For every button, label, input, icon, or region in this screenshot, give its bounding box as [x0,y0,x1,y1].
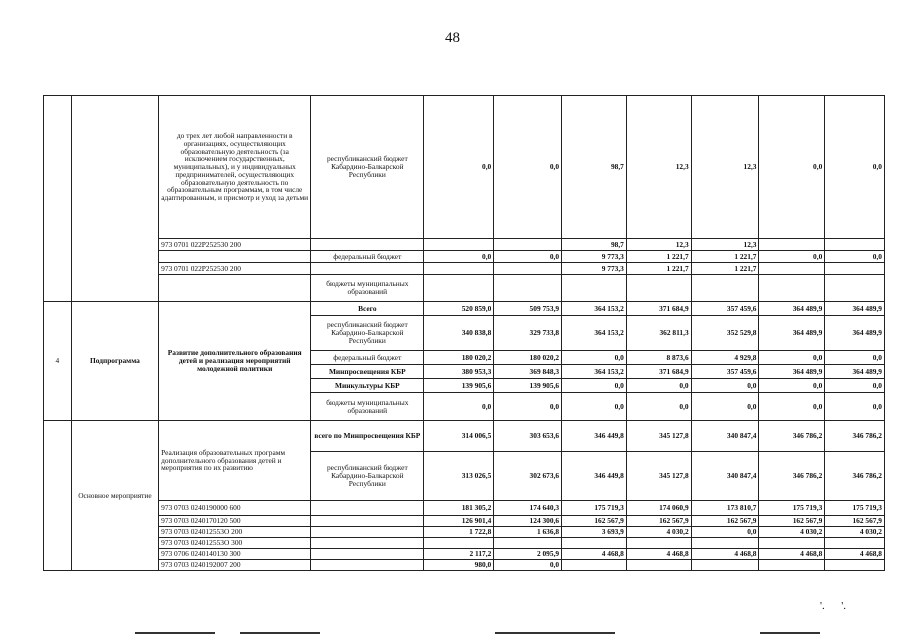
value-cell: 364 489,9 [825,365,885,379]
value-cell [562,538,627,549]
value-cell: 345 127,8 [626,452,691,501]
code-cell: 973 0706 0240140130 300 [159,549,311,560]
value-cell: 98,7 [562,96,627,239]
source-cell: всего по Минпросвещения КБР [311,421,424,452]
source-cell [311,263,424,275]
table-row [44,263,885,275]
page-number: 48 [445,30,460,46]
value-cell: 0,0 [759,393,825,421]
value-cell [825,560,885,571]
value-cell: 364 153,2 [562,302,627,316]
source-cell: республиканский бюджет Кабардино-Балкарской Республики [311,316,424,351]
value-cell: 0,0 [424,393,494,421]
value-cell: 340 847,4 [691,452,759,501]
code-cell: 973 0701 022P252530 200 [159,263,311,275]
value-cell: 9 773,3 [562,251,627,263]
value-cell: 0,0 [562,351,627,365]
value-cell: 1 221,7 [626,251,691,263]
value-cell: 4 468,8 [626,549,691,560]
value-cell [759,275,825,302]
value-cell [691,538,759,549]
source-cell: федеральный бюджет [311,251,424,263]
value-cell: 0,0 [825,379,885,393]
activity-cell [159,251,311,263]
source-cell [311,501,424,516]
value-cell: 0,0 [759,251,825,263]
value-cell: 345 127,8 [626,421,691,452]
value-cell [424,239,494,251]
source-cell [311,516,424,527]
value-cell [424,538,494,549]
value-cell: 346 449,8 [562,452,627,501]
budget-table [43,95,885,571]
value-cell [759,263,825,275]
value-cell: 1 722,8 [424,527,494,538]
value-cell: 340 838,8 [424,316,494,351]
table-row [44,560,885,571]
value-cell: 0,0 [691,527,759,538]
value-cell: 380 953,3 [424,365,494,379]
value-cell: 4 030,2 [759,527,825,538]
value-cell: 0,0 [494,251,562,263]
value-cell: 174 060,9 [626,501,691,516]
subprogram-number: 4 [44,302,72,421]
footer-mark: '. '. [820,600,846,612]
value-cell: 181 305,2 [424,501,494,516]
value-cell: 0,0 [825,393,885,421]
value-cell: 175 719,3 [759,501,825,516]
value-cell: 302 673,6 [494,452,562,501]
value-cell: 0,0 [562,393,627,421]
value-cell: 9 773,3 [562,263,627,275]
value-cell [494,239,562,251]
code-cell: 973 0703 0240192007 200 [159,560,311,571]
value-cell: 0,0 [424,251,494,263]
table-row [44,275,885,302]
footer-line [760,632,820,634]
value-cell [759,538,825,549]
footer-line [135,632,215,634]
value-cell: 364 489,9 [759,302,825,316]
value-cell: 4 468,8 [825,549,885,560]
value-cell: 0,0 [626,379,691,393]
value-cell: 0,0 [825,96,885,239]
value-cell [562,560,627,571]
value-cell: 4 030,2 [626,527,691,538]
value-cell: 1 221,7 [691,263,759,275]
value-cell [626,538,691,549]
value-cell: 174 640,3 [494,501,562,516]
source-cell: Всего [311,302,424,316]
source-cell [311,239,424,251]
value-cell: 357 459,6 [691,365,759,379]
value-cell: 175 719,3 [562,501,627,516]
footer-line [240,632,320,634]
value-cell: 346 786,2 [759,421,825,452]
value-cell [626,560,691,571]
value-cell [494,538,562,549]
value-cell: 346 449,8 [562,421,627,452]
value-cell: 173 810,7 [691,501,759,516]
value-cell: 364 153,2 [562,365,627,379]
value-cell: 4 468,8 [691,549,759,560]
value-cell: 4 468,8 [562,549,627,560]
source-cell [311,538,424,549]
code-cell: 973 0703 0240170120 500 [159,516,311,527]
activity-cell [159,275,311,302]
source-cell: федеральный бюджет [311,351,424,365]
value-cell: 12,3 [626,96,691,239]
value-cell: 2 095,9 [494,549,562,560]
value-cell: 0,0 [424,96,494,239]
value-cell: 0,0 [494,96,562,239]
value-cell: 1 221,7 [691,251,759,263]
value-cell: 0,0 [759,351,825,365]
value-cell: 0,0 [759,379,825,393]
value-cell: 0,0 [759,96,825,239]
value-cell [759,560,825,571]
value-cell: 12,3 [691,239,759,251]
main-activity-type: Основное мероприятие [71,421,158,571]
value-cell: 362 811,3 [626,316,691,351]
value-cell: 1 221,7 [626,263,691,275]
value-cell: 346 786,2 [825,452,885,501]
value-cell: 124 300,6 [494,516,562,527]
value-cell [626,275,691,302]
value-cell: 4 468,8 [759,549,825,560]
value-cell: 357 459,6 [691,302,759,316]
value-cell: 1 636,8 [494,527,562,538]
table-row [44,538,885,549]
value-cell: 303 653,6 [494,421,562,452]
value-cell [691,560,759,571]
subprogram-name: Развитие дополнительного образования детей и реализация мероприятий молодежной политики [159,302,311,421]
value-cell: 0,0 [494,560,562,571]
value-cell [825,275,885,302]
value-cell [424,275,494,302]
value-cell: 162 567,9 [562,516,627,527]
value-cell: 329 733,8 [494,316,562,351]
value-cell: 3 693,9 [562,527,627,538]
value-cell: 0,0 [494,393,562,421]
source-cell: республиканский бюджет Кабардино-Балкарской Республики [311,96,424,239]
subprogram-type: Подпрограмма [71,302,158,421]
source-cell [311,560,424,571]
value-cell [825,538,885,549]
value-cell: 162 567,9 [825,516,885,527]
value-cell [825,263,885,275]
table-row [44,302,885,316]
value-cell: 4 030,2 [825,527,885,538]
value-cell: 139 905,6 [494,379,562,393]
code-cell: 973 0703 0240190000 600 [159,501,311,516]
value-cell [424,263,494,275]
value-cell: 364 489,9 [759,365,825,379]
value-cell: 2 117,2 [424,549,494,560]
value-cell: 0,0 [562,379,627,393]
value-cell: 98,7 [562,239,627,251]
value-cell: 0,0 [825,251,885,263]
value-cell: 371 684,9 [626,302,691,316]
value-cell: 162 567,9 [626,516,691,527]
num-cell [44,96,72,302]
source-cell: бюджеты муниципальных образований [311,275,424,302]
source-cell [311,527,424,538]
code-cell: 973 0703 024012553О 300 [159,538,311,549]
table-row [44,527,885,538]
value-cell: 139 905,6 [424,379,494,393]
value-cell: 364 153,2 [562,316,627,351]
value-cell: 0,0 [825,351,885,365]
table-row [44,516,885,527]
value-cell: 364 489,9 [759,316,825,351]
footer-line [495,632,615,634]
value-cell: 162 567,9 [759,516,825,527]
value-cell: 175 719,3 [825,501,885,516]
value-cell: 8 873,6 [626,351,691,365]
table-row [44,549,885,560]
table-row [44,501,885,516]
value-cell: 520 859,0 [424,302,494,316]
value-cell: 346 786,2 [825,421,885,452]
activity-name: до трех лет любой направленности в организациях, осуществляющих образовательную деятельность (за исключением государственных, муниципальных), и у индивидуальных предпринимателей, осуществляющих образовательную деятельность по образовательным программам, в том числе адаптированным, и присмотр и уход за детьми [159,96,311,239]
type-cell [71,96,158,302]
source-cell: республиканский бюджет Кабардино-Балкарской Республики [311,452,424,501]
value-cell: 364 489,9 [825,316,885,351]
value-cell: 0,0 [691,393,759,421]
source-cell: бюджеты муниципальных образований [311,393,424,421]
value-cell: 369 848,3 [494,365,562,379]
value-cell [494,275,562,302]
value-cell [759,239,825,251]
source-cell: Минкультуры КБР [311,379,424,393]
value-cell: 0,0 [626,393,691,421]
table-row [44,421,885,452]
value-cell: 180 020,2 [424,351,494,365]
value-cell: 371 684,9 [626,365,691,379]
value-cell: 126 901,4 [424,516,494,527]
value-cell: 980,0 [424,560,494,571]
value-cell: 12,3 [626,239,691,251]
value-cell: 314 006,5 [424,421,494,452]
value-cell [825,239,885,251]
source-cell: Минпросвещения КБР [311,365,424,379]
code-cell: 973 0701 022P252530 200 [159,239,311,251]
value-cell: 162 567,9 [691,516,759,527]
value-cell: 0,0 [691,379,759,393]
value-cell [494,263,562,275]
table-row [44,239,885,251]
value-cell: 340 847,4 [691,421,759,452]
main-activity-name: Реализация образовательных программ дополнительного образования детей и мероприятия по их развитию [159,421,311,501]
code-cell: 973 0703 024012553О 200 [159,527,311,538]
value-cell: 313 026,5 [424,452,494,501]
value-cell: 346 786,2 [759,452,825,501]
table-row [44,96,885,239]
source-cell [311,549,424,560]
value-cell [562,275,627,302]
value-cell [691,275,759,302]
value-cell: 4 929,8 [691,351,759,365]
value-cell: 180 020,2 [494,351,562,365]
num-cell [44,421,72,571]
table-row [44,251,885,263]
value-cell: 12,3 [691,96,759,239]
value-cell: 364 489,9 [825,302,885,316]
value-cell: 509 753,9 [494,302,562,316]
value-cell: 352 529,8 [691,316,759,351]
